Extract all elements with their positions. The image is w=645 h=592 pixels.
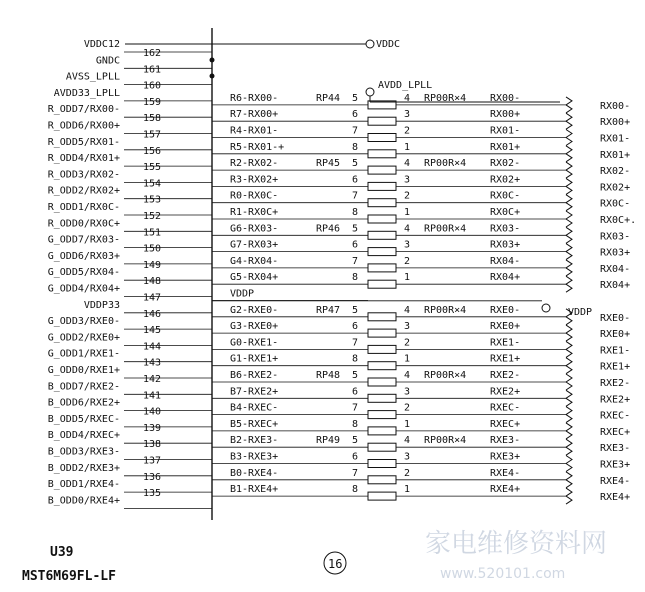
resistor-array-value: RP00R×4 <box>424 158 467 170</box>
connector-arrow <box>566 211 572 227</box>
resistor-pack-ref: RP46 <box>316 223 341 235</box>
net-label: R6-RX00- <box>230 92 279 104</box>
output-net-label: RX01- <box>490 125 521 137</box>
connector-label: RXE2+ <box>600 394 631 406</box>
output-net-label: RX00- <box>490 92 521 104</box>
chip-pin-name: G_ODD0/RXE1+ <box>47 365 120 376</box>
chip-pin-name: R_ODD6/RX00+ <box>47 120 120 132</box>
net-label: G4-RX04- <box>230 255 279 267</box>
resistor-pin-left: 8 <box>352 207 359 218</box>
connector-arrow <box>566 195 572 211</box>
resistor-pin-left: 7 <box>352 337 359 349</box>
resistor-pin-right: 4 <box>404 92 411 104</box>
pin-number: 141 <box>143 390 162 402</box>
connector-arrow <box>566 456 572 472</box>
resistor-pin-left: 5 <box>352 304 359 316</box>
pin-number: 135 <box>143 488 162 500</box>
avdd-lpll-net-label: AVDD_LPLL <box>378 80 433 91</box>
resistor-pin-left: 5 <box>352 92 359 104</box>
net-label: B2-RXE3- <box>230 435 279 447</box>
pin-number: 143 <box>143 357 162 369</box>
resistor-pin-left: 8 <box>352 418 359 430</box>
net-label: B5-RXEC+ <box>230 418 279 430</box>
resistor-array-value: RP00R×4 <box>424 435 467 447</box>
resistor-pin-left: 6 <box>352 239 359 251</box>
resistor-body <box>368 329 396 337</box>
connector-label: RX03+ <box>600 247 631 259</box>
resistor-pin-right: 3 <box>404 451 411 463</box>
resistor-pin-left: 6 <box>352 109 359 121</box>
connector-label: RXE3- <box>600 443 631 455</box>
chip-pin-name: G_ODD2/RXE0+ <box>47 332 120 344</box>
chip-pin-name: G_ODD1/RXE1- <box>47 348 120 360</box>
connector-label: RXE4+ <box>600 492 631 504</box>
connector-label: RXEC+ <box>600 426 631 438</box>
output-net-label: RX0C- <box>490 190 521 202</box>
resistor-pin-left: 7 <box>352 255 359 267</box>
connector-label: RXE0- <box>600 312 631 324</box>
resistor-pin-right: 2 <box>404 255 411 267</box>
resistor-array-value: RP00R×4 <box>424 370 467 381</box>
net-label: R3-RX02+ <box>230 174 279 186</box>
connector-arrow <box>566 374 572 390</box>
pin-number: 159 <box>143 96 162 108</box>
pin-number: 157 <box>143 129 162 141</box>
chip-pin-name: G_ODD5/RX04- <box>47 267 120 279</box>
resistor-array-value: RP00R×4 <box>424 304 467 316</box>
junction-gndc <box>210 58 215 63</box>
resistor-body <box>368 215 396 223</box>
net-label: B3-RXE3+ <box>230 451 279 463</box>
chip-pin-name: R_ODD3/RX02- <box>47 169 120 181</box>
chip-ref: U39 <box>50 545 74 560</box>
connector-label: RXE1+ <box>600 361 631 373</box>
resistor-pin-left: 6 <box>352 174 359 186</box>
pin-number: 161 <box>143 64 162 76</box>
resistor-pin-right: 3 <box>404 239 411 251</box>
pin-number: 145 <box>143 325 162 337</box>
chip-pin-name: R_ODD7/RX00- <box>47 104 120 116</box>
output-net-label: RXEC- <box>490 402 521 414</box>
resistor-pin-left: 7 <box>352 402 359 414</box>
resistor-pack-ref: RP48 <box>316 370 341 381</box>
connector-label: RXE2- <box>600 378 631 389</box>
resistor-array-value: RP00R×4 <box>424 92 467 104</box>
output-net-label: RXE4+ <box>490 484 521 496</box>
resistor-body <box>368 362 396 370</box>
output-net-label: RX0C+ <box>490 207 521 218</box>
net-label: VDDP <box>230 288 255 300</box>
output-net-label: RXE3- <box>490 435 521 447</box>
connector-arrow <box>566 407 572 423</box>
net-label: B6-RXE2- <box>230 370 279 381</box>
chip-pin-name: AVSS_LPLL <box>65 71 120 83</box>
pin-number: 162 <box>143 48 162 59</box>
resistor-pin-right: 1 <box>404 272 411 284</box>
connector-label: RXE1- <box>600 345 631 357</box>
connector-label: RX01+ <box>600 149 631 161</box>
avdd-lpll-terminal <box>366 88 374 96</box>
pin-number: 139 <box>143 422 162 434</box>
net-label: G6-RX03- <box>230 223 279 235</box>
resistor-pin-right: 2 <box>404 467 411 479</box>
resistor-pin-right: 3 <box>404 321 411 333</box>
connector-arrow <box>566 390 572 406</box>
connector-arrow <box>566 178 572 194</box>
chip-pin-name: R_ODD1/RX0C- <box>47 202 120 213</box>
pin-number: 151 <box>143 227 162 239</box>
resistor-pin-left: 6 <box>352 321 359 333</box>
pin-number: 153 <box>143 194 162 206</box>
chip-pin-name: B_ODD1/RXE4- <box>47 479 120 491</box>
resistor-body <box>368 199 396 207</box>
chip-pin-name: G_ODD3/RXE0- <box>47 316 120 328</box>
net-label: B0-RXE4- <box>230 467 279 479</box>
chip-pin-name: R_ODD2/RX02+ <box>47 185 120 197</box>
resistor-pack-ref: RP44 <box>316 92 341 104</box>
resistor-pin-left: 8 <box>352 141 359 153</box>
resistor-pin-right: 2 <box>404 402 411 414</box>
connector-arrow <box>566 472 572 488</box>
pin-number: 152 <box>143 211 162 222</box>
resistor-pin-left: 8 <box>352 353 359 365</box>
output-net-label: RXE4- <box>490 467 521 479</box>
resistor-body <box>368 264 396 272</box>
resistor-body <box>368 117 396 125</box>
connector-arrow <box>566 260 572 276</box>
resistor-body <box>368 492 396 500</box>
resistor-body <box>368 345 396 353</box>
pin-number: 154 <box>143 178 162 190</box>
net-label: G5-RX04+ <box>230 272 279 284</box>
output-net-label: RX02+ <box>490 174 521 186</box>
chip-part: MST6M69FL-LF <box>22 569 116 584</box>
chip-pin-name: B_ODD2/RXE3+ <box>47 462 120 474</box>
output-net-label: RXE0- <box>490 304 521 316</box>
resistor-pack-ref: RP49 <box>316 435 341 447</box>
vddp-label: VDDP <box>568 307 593 318</box>
pin-number: 149 <box>143 259 162 271</box>
connector-label: RXEC- <box>600 410 631 422</box>
resistor-body <box>368 134 396 142</box>
connector-label: RX03- <box>600 231 631 243</box>
chip-pin-name: VDDC12 <box>83 39 120 50</box>
pin-number: 142 <box>143 374 162 385</box>
vddc-label: VDDC <box>376 39 401 50</box>
connector-arrow <box>566 227 572 243</box>
resistor-pin-left: 7 <box>352 190 359 202</box>
resistor-body <box>368 150 396 158</box>
connector-label: RXE4- <box>600 475 631 487</box>
resistor-body <box>368 231 396 239</box>
chip-pin-name: G_ODD6/RX03+ <box>47 250 120 262</box>
connector-arrow <box>566 325 572 341</box>
pin-number: 136 <box>143 471 162 483</box>
connector-arrow <box>566 146 572 162</box>
resistor-pin-right: 1 <box>404 484 411 496</box>
resistor-pin-left: 7 <box>352 467 359 479</box>
net-label: B1-RXE4+ <box>230 484 279 496</box>
chip-pin-name: B_ODD0/RXE4+ <box>47 495 120 507</box>
output-net-label: RX02- <box>490 158 521 170</box>
chip-pin-name: VDDP33 <box>83 299 120 311</box>
resistor-pin-right: 4 <box>404 158 411 170</box>
resistor-body <box>368 280 396 288</box>
chip-pin-name: AVDD33_LPLL <box>53 87 120 99</box>
net-label: G7-RX03+ <box>230 239 279 251</box>
output-net-label: RX04- <box>490 255 521 267</box>
output-net-label: RX03- <box>490 223 521 235</box>
net-label: G2-RXE0- <box>230 304 279 316</box>
connector-arrow <box>566 341 572 357</box>
pin-number: 156 <box>143 145 162 157</box>
net-label: B4-RXEC- <box>230 402 279 414</box>
output-net-label: RXEC+ <box>490 418 521 430</box>
resistor-pin-right: 1 <box>404 207 411 218</box>
chip-pin-name: R_ODD0/RX0C+ <box>47 218 120 230</box>
resistor-body <box>368 411 396 419</box>
junction-avss <box>210 74 215 79</box>
chip-pin-name: R_ODD4/RX01+ <box>47 153 120 165</box>
resistor-pin-right: 4 <box>404 370 411 381</box>
watermark-cn: 家电维修资料网 <box>425 529 608 559</box>
net-label: R7-RX00+ <box>230 109 279 121</box>
connector-label: RX04+ <box>600 280 631 292</box>
connector-arrow <box>566 162 572 178</box>
output-net-label: RXE1- <box>490 337 521 349</box>
output-net-label: RX00+ <box>490 109 521 121</box>
connector-arrow <box>566 130 572 146</box>
chip-pin-name: GNDC <box>95 55 120 67</box>
connector-label: RXE0+ <box>600 329 631 341</box>
chip-pin-name: G_ODD7/RX03- <box>47 234 120 246</box>
resistor-body <box>368 394 396 402</box>
resistor-pack-ref: RP47 <box>316 304 341 316</box>
resistor-pin-right: 2 <box>404 125 411 137</box>
connector-arrow <box>566 97 572 113</box>
net-label: R1-RX0C+ <box>230 207 279 218</box>
vddp-terminal <box>542 304 550 312</box>
pin-number: 137 <box>143 455 162 467</box>
connector-label: RX04- <box>600 263 631 275</box>
resistor-pin-left: 6 <box>352 386 359 398</box>
output-net-label: RXE2+ <box>490 386 521 398</box>
pin-number: 158 <box>143 113 162 125</box>
vddc-terminal <box>366 40 374 48</box>
connector-arrow <box>566 276 572 292</box>
output-net-label: RXE3+ <box>490 451 521 463</box>
chip-pin-name: R_ODD5/RX01- <box>47 136 120 148</box>
chip-pin-name: G_ODD4/RX04+ <box>47 283 120 295</box>
resistor-pin-right: 3 <box>404 386 411 398</box>
output-net-label: RX03+ <box>490 239 521 251</box>
resistor-pin-right: 1 <box>404 141 411 153</box>
pin-number: 155 <box>143 162 162 174</box>
pin-number: 144 <box>143 341 162 353</box>
output-net-label: RXE0+ <box>490 321 521 333</box>
resistor-pin-left: 5 <box>352 223 359 235</box>
resistor-array-value: RP00R×4 <box>424 223 467 235</box>
connector-arrow <box>566 488 572 504</box>
net-label: R4-RX01- <box>230 125 279 137</box>
resistor-pin-left: 6 <box>352 451 359 463</box>
connector-label: RX01- <box>600 133 631 145</box>
connector-label: RX00+ <box>600 117 631 129</box>
resistor-body <box>368 378 396 386</box>
resistor-pack-ref: RP45 <box>316 158 341 170</box>
connector-arrow <box>566 423 572 439</box>
chip-pin-name: B_ODD7/RXE2- <box>47 381 120 393</box>
pin-number: 147 <box>143 292 162 304</box>
chip-pin-name: B_ODD4/RXEC+ <box>47 430 120 442</box>
resistor-pin-left: 7 <box>352 125 359 137</box>
output-net-label: RX01+ <box>490 141 521 153</box>
resistor-pin-right: 2 <box>404 190 411 202</box>
connector-label: RX0C- <box>600 198 631 210</box>
output-net-label: RX04+ <box>490 272 521 284</box>
net-label: B7-RXE2+ <box>230 386 279 398</box>
net-label: G1-RXE1+ <box>230 353 279 365</box>
resistor-body <box>368 182 396 190</box>
pin-rows <box>48 39 636 508</box>
resistor-pin-right: 3 <box>404 109 411 121</box>
resistor-pin-right: 2 <box>404 337 411 349</box>
connector-label: RX0C+. <box>600 215 637 226</box>
net-label: R2-RX02- <box>230 158 279 170</box>
pin-number: 150 <box>143 243 162 255</box>
connector-label: RXE3+ <box>600 459 631 471</box>
resistor-pin-left: 5 <box>352 435 359 447</box>
resistor-pin-right: 1 <box>404 353 411 365</box>
pin-number: 138 <box>143 439 162 451</box>
resistor-pin-left: 8 <box>352 272 359 284</box>
resistor-body <box>368 166 396 174</box>
net-label: R5-RX01-+ <box>230 141 285 153</box>
connector-arrow <box>566 113 572 129</box>
resistor-pin-left: 5 <box>352 158 359 170</box>
output-net-label: RXE2- <box>490 370 521 381</box>
pin-number: 160 <box>143 80 162 92</box>
chip-pin-name: B_ODD3/RXE3- <box>47 446 120 458</box>
resistor-pin-right: 4 <box>404 435 411 447</box>
connector-arrow <box>566 244 572 260</box>
resistor-pin-right: 4 <box>404 304 411 316</box>
resistor-body <box>368 443 396 451</box>
connector-arrow <box>566 358 572 374</box>
resistor-body <box>368 427 396 435</box>
output-net-label: RXE1+ <box>490 353 521 365</box>
resistor-pin-right: 4 <box>404 223 411 235</box>
chip-pin-name: B_ODD5/RXEC- <box>47 413 120 425</box>
pin-number: 148 <box>143 276 162 288</box>
resistor-body <box>368 460 396 468</box>
connector-arrow <box>566 439 572 455</box>
net-label: G3-RXE0+ <box>230 321 279 333</box>
connector-label: RX02+ <box>600 182 631 194</box>
resistor-pin-left: 5 <box>352 370 359 381</box>
net-label: R0-RX0C- <box>230 190 279 202</box>
connector-label: RX00- <box>600 100 631 112</box>
page-mark: 16 <box>328 557 343 571</box>
resistor-body <box>368 313 396 321</box>
resistor-pin-right: 1 <box>404 418 411 430</box>
pin-number: 146 <box>143 308 162 320</box>
resistor-pin-left: 8 <box>352 484 359 496</box>
watermark <box>425 529 607 582</box>
resistor-body <box>368 476 396 484</box>
watermark-url: www.520101.com <box>440 566 566 582</box>
resistor-pin-right: 3 <box>404 174 411 186</box>
pin-number: 140 <box>143 406 162 418</box>
chip-pin-name: B_ODD6/RXE2+ <box>47 397 120 409</box>
net-label: G0-RXE1- <box>230 337 279 349</box>
connector-label: RX02- <box>600 166 631 178</box>
resistor-body <box>368 248 396 256</box>
